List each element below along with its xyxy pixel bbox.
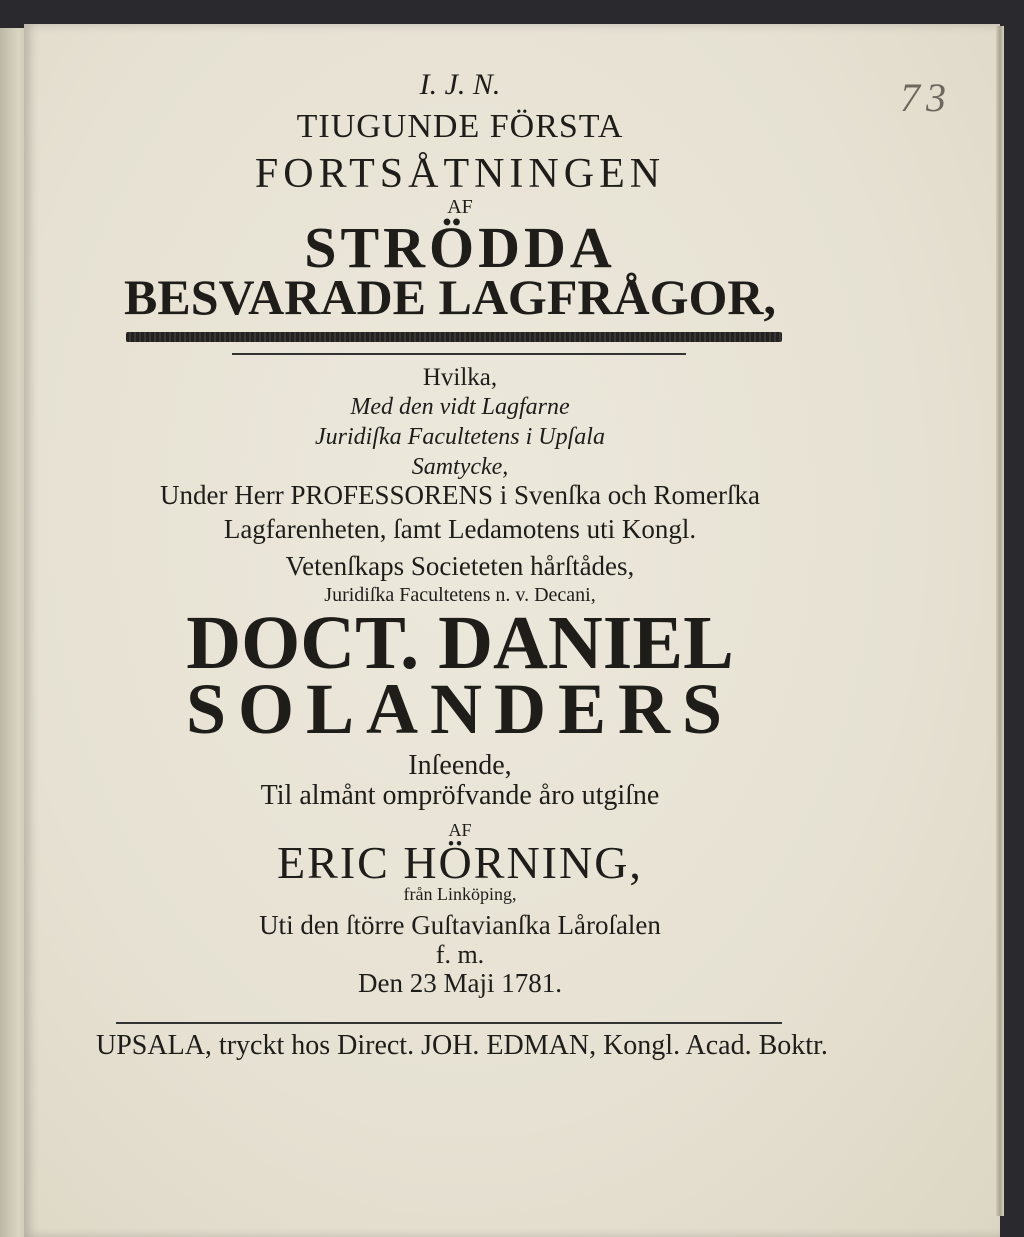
respondent-name: ERIC HÖRNING,: [277, 837, 643, 888]
text-line-lagfarne: Med den vidt Lagfarne: [350, 394, 570, 420]
text-line-hvilka: Hvilka,: [422, 364, 498, 391]
title-line-4: STRÖDDA: [304, 215, 616, 280]
thin-rule: [232, 353, 686, 355]
initials: I. J. N.: [419, 68, 501, 101]
text-line-larosalen: Uti den ſtörre Guſtavianſka Låroſalen: [259, 910, 661, 940]
text-line-faculty: Juridiſka Facultetens i Upſala: [315, 424, 605, 450]
ornamental-rule: [126, 332, 782, 342]
folio-number: 73: [900, 75, 952, 120]
imprint-rule: [116, 1022, 782, 1024]
text-line-samtycke: Samtycke,: [411, 454, 509, 480]
praeses-surname: SOLANDERS: [185, 669, 735, 749]
praeses-name: DOCT. DANIEL: [186, 601, 734, 685]
text-line-af: AF: [448, 820, 472, 840]
text-line-fm: f. m.: [435, 940, 485, 969]
imprint: UPSALA, tryckt hos Direct. JOH. EDMAN, Kongl. Acad. Boktr.: [96, 1030, 828, 1061]
text-line-utgifne: Til almånt ompröfvande åro utgiſne: [260, 780, 660, 811]
date-line: Den 23 Maji 1781.: [358, 968, 562, 998]
title-line-3: AF: [447, 196, 473, 218]
respondent-origin: från Linköping,: [403, 884, 517, 904]
page-edge-shadow: [996, 26, 1004, 1216]
title-line-5: BESVARADE LAGFRÅGOR,: [124, 269, 776, 325]
title-line-1: TIUGUNDE FÖRSTA: [296, 108, 624, 145]
title-line-2: FORTSÅTNINGEN: [254, 151, 666, 197]
text-line-professor: Under Herr PROFESSORENS i Svenſka och Romerſka: [160, 480, 760, 510]
text-line-societeten: Vetenſkaps Societeten hårſtådes,: [285, 551, 635, 581]
text-line-lagfarenheten: Lagfarenheten, ſamt Ledamotens uti Kongl.: [223, 514, 697, 544]
text-line-inseende: Inſeende,: [408, 750, 512, 781]
text-line-decani: Juridiſka Facultetens n. v. Decani,: [324, 584, 596, 606]
